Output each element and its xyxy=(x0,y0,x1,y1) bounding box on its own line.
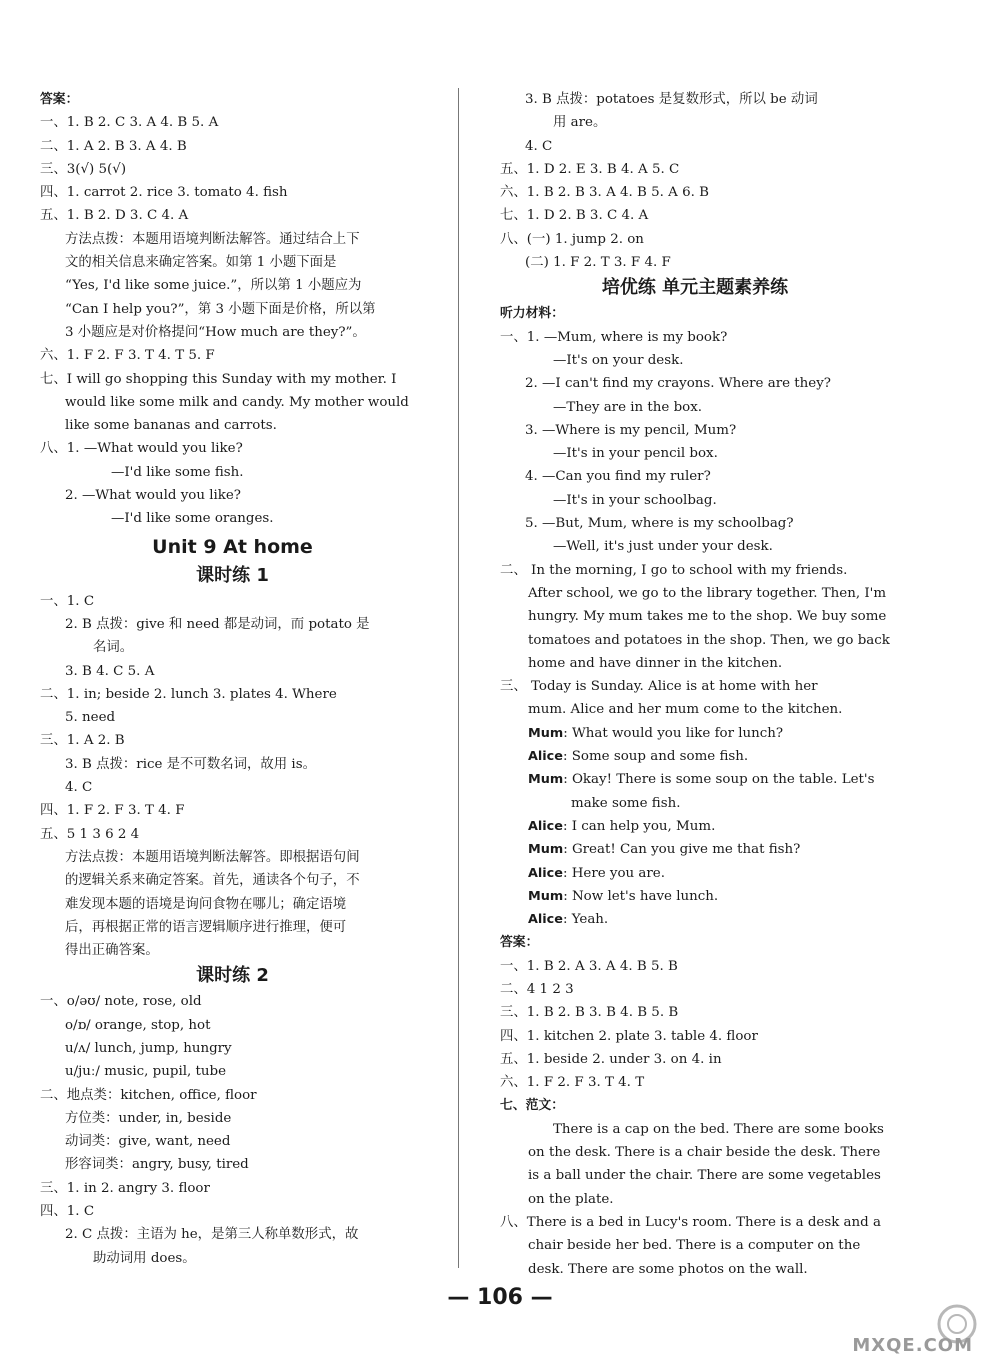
text-line: 六、1. F 2. F 3. T 4. T xyxy=(500,1075,645,1091)
text-line: 2. C 点拨：主语为 he，是第三人称单数形式，故 xyxy=(65,1227,359,1243)
text-line: 四、1. carrot 2. rice 3. tomato 4. fish xyxy=(40,185,288,201)
text-line: 3. —Where is my pencil, Mum? xyxy=(525,422,737,438)
speaker-name: Mum xyxy=(528,888,564,904)
text-line: 得出正确答案。 xyxy=(65,943,159,959)
speaker-name: Mum xyxy=(528,725,564,741)
text-line: Mum: Great! Can you give me that fish? xyxy=(500,838,890,861)
text-line: 三、3(√) 5(√) xyxy=(40,161,127,177)
text-line: —Well, it's just under your desk. xyxy=(553,539,773,555)
text-line: 三、1. B 2. B 3. B 4. B 5. B xyxy=(500,1005,679,1021)
text-line: 3. B 点拨：potatoes 是复数形式，所以 be 动词 xyxy=(525,92,818,107)
text-line: 六、1. B 2. B 3. A 4. B 5. A 6. B xyxy=(500,185,709,201)
text-line: (二) 1. F 2. T 3. F 4. F xyxy=(525,255,671,271)
text-line: desk. There are some photos on the wall. xyxy=(528,1261,808,1277)
text-line: Mum: Now let's have lunch. xyxy=(500,885,890,908)
text-line: 一、1. C xyxy=(40,593,95,609)
text-line: 2. —I can't find my crayons. Where are they? xyxy=(525,376,831,392)
watermark-logo xyxy=(845,1300,985,1360)
text-line: 4. C xyxy=(65,780,93,796)
text-line: 三、 Today is Sunday. Alice is at home with her xyxy=(500,679,818,695)
text-line: u/juː/ music, pupil, tube xyxy=(65,1064,227,1080)
text-line: 方法点拨：本题用语境判断法解答。即根据语句间 xyxy=(65,849,360,865)
text-line: 二、1. in; beside 2. lunch 3. plates 4. Where xyxy=(40,686,337,702)
text-line: 3. B 点拨：rice 是不可数名词，故用 is。 xyxy=(65,756,316,772)
text-line: 五、5 1 3 6 2 4 xyxy=(40,826,140,842)
section-heading: 培优练 单元主题素养练 xyxy=(601,277,789,299)
text-line: Alice: Yeah. xyxy=(500,908,890,931)
text-line: 3. B 4. C 5. A xyxy=(65,663,155,679)
text-line: 一、o/əʊ/ note, rose, old xyxy=(40,994,202,1010)
text-line: 方位类：under, in, beside xyxy=(65,1110,232,1126)
text-line: “Can I help you?”，第 3 小题下面是价格，所以第 xyxy=(65,301,376,317)
unit-title: Unit 9 At home xyxy=(152,535,313,558)
text-line: 三、1. A 2. B xyxy=(40,733,125,749)
text-line: “Yes, I'd like some juice.”，所以第 1 小题应为 xyxy=(65,278,362,294)
text-line: 难发现本题的语境是询问食物在哪儿；确定语境 xyxy=(65,896,347,912)
text-line: 五、1. D 2. E 3. B 4. A 5. C xyxy=(500,161,680,177)
speaker-name: Mum xyxy=(528,842,564,858)
text-line: 一、1. B 2. C 3. A 4. B 5. A xyxy=(40,115,219,131)
text-line: 八、1. —What would you like? xyxy=(40,441,243,457)
text-line: on the plate. xyxy=(528,1191,614,1207)
text-line: 五、1. B 2. D 3. C 4. A xyxy=(40,208,189,224)
text-line: Alice: I can help you, Mum. xyxy=(500,815,890,838)
text-line: 听力材料： xyxy=(500,306,564,322)
text-line: 七、I will go shopping this Sunday with my mother. I xyxy=(40,371,397,387)
text-line: mum. Alice and her mum come to the kitchen. xyxy=(528,702,843,718)
column-divider xyxy=(458,88,459,1268)
text-line: 4. C xyxy=(525,138,553,154)
page-number: — 106 — xyxy=(447,1285,553,1310)
text-line: chair beside her bed. There is a computer on the xyxy=(528,1238,861,1254)
text-line: 二、1. A 2. B 3. A 4. B xyxy=(40,138,187,154)
text-line: tomatoes and potatoes in the shop. Then, we go back xyxy=(528,632,890,648)
text-line: 助动词用 does。 xyxy=(93,1250,196,1266)
right-column xyxy=(500,88,890,1281)
text-line: 文的相关信息来确定答案。如第 1 小题下面是 xyxy=(65,255,337,271)
text-line: 七、范文： xyxy=(500,1098,564,1114)
text-line: on the desk. There is a chair beside the desk. There xyxy=(528,1145,881,1161)
text-line: 动词类：give, want, need xyxy=(65,1134,231,1150)
left-column xyxy=(40,88,425,1270)
text-line: hungry. My mum takes me to the shop. We buy some xyxy=(528,609,887,625)
text-line: Alice: Some soup and some fish. xyxy=(500,745,890,768)
text-line: o/ɒ/ orange, stop, hot xyxy=(65,1017,211,1033)
text-line: 用 are。 xyxy=(553,115,607,131)
text-line: 五、1. beside 2. under 3. on 4. in xyxy=(500,1051,722,1067)
section-heading: 课时练 2 xyxy=(196,965,269,987)
text-line: home and have dinner in the kitchen. xyxy=(528,655,783,671)
text-line: —It's in your pencil box. xyxy=(553,446,718,462)
text-line: 四、1. C xyxy=(40,1204,95,1220)
text-line: Mum: Okay! There is some soup on the table. Let's xyxy=(500,768,890,791)
text-line: —It's in your schoolbag. xyxy=(553,492,717,508)
text-line: 七、1. D 2. B 3. C 4. A xyxy=(500,208,649,224)
text-line: 名词。 xyxy=(93,640,134,656)
text-line: is a ball under the chair. There are some vegetables xyxy=(528,1168,881,1184)
speaker-name: Alice xyxy=(528,749,563,765)
section-heading: 课时练 1 xyxy=(196,564,269,586)
text-line: 一、1. B 2. A 3. A 4. B 5. B xyxy=(500,958,678,974)
text-line: 3 小题应是对价格提问“How much are they?”。 xyxy=(65,324,366,340)
text-line: —It's on your desk. xyxy=(553,352,684,368)
text-line: 2. —What would you like? xyxy=(65,488,241,504)
text-line: 形容词类：angry, busy, tired xyxy=(65,1157,249,1173)
text-line: 四、1. F 2. F 3. T 4. F xyxy=(40,803,185,819)
text-line: Mum: What would you like for lunch? xyxy=(500,722,890,745)
text-line: 的逻辑关系来确定答案。首先，通读各个句子，不 xyxy=(65,873,360,889)
speaker-name: Alice xyxy=(528,912,563,928)
text-line: 2. B 点拨：give 和 need 都是动词，而 potato 是 xyxy=(65,616,370,632)
text-line: u/ʌ/ lunch, jump, hungry xyxy=(65,1040,232,1056)
text-line: 答案： xyxy=(40,92,79,107)
text-line: make some fish. xyxy=(571,795,681,811)
text-line: 5. —But, Mum, where is my schoolbag? xyxy=(525,516,794,532)
text-line: 方法点拨：本题用语境判断法解答。通过结合上下 xyxy=(65,231,360,247)
text-line: 八、(一) 1. jump 2. on xyxy=(500,231,644,247)
text-line: Alice: Here you are. xyxy=(500,862,890,885)
text-line: 4. —Can you find my ruler? xyxy=(525,469,711,485)
speaker-name: Mum xyxy=(528,772,564,788)
text-line: 二、地点类：kitchen, office, floor xyxy=(40,1087,257,1103)
text-line: 后，再根据正常的语言逻辑顺序进行推理，便可 xyxy=(65,919,347,935)
text-line: —I'd like some oranges. xyxy=(111,511,274,527)
text-line: 二、4 1 2 3 xyxy=(500,981,574,997)
text-line: 八、There is a bed in Lucy's room. There is a desk and a xyxy=(500,1214,881,1230)
text-line: 四、1. kitchen 2. plate 3. table 4. floor xyxy=(500,1028,758,1044)
watermark-text: MXQE.COM xyxy=(852,1335,973,1356)
text-line: After school, we go to the library together. Then, I'm xyxy=(528,585,887,601)
text-line: like some bananas and carrots. xyxy=(65,418,277,434)
text-line: There is a cap on the bed. There are some books xyxy=(553,1121,884,1137)
speaker-name: Alice xyxy=(528,818,563,834)
text-line: 一、1. —Mum, where is my book? xyxy=(500,329,728,345)
speaker-name: Alice xyxy=(528,865,563,881)
text-line: 答案： xyxy=(500,935,539,951)
text-line: —They are in the box. xyxy=(553,399,703,415)
text-line: would like some milk and candy. My mother would xyxy=(65,394,409,410)
text-line: —I'd like some fish. xyxy=(111,464,244,480)
text-line: 六、1. F 2. F 3. T 4. T 5. F xyxy=(40,348,215,364)
text-line: 5. need xyxy=(65,710,116,726)
text-line: 三、1. in 2. angry 3. floor xyxy=(40,1180,210,1196)
text-line: 二、 In the morning, I go to school with my friends. xyxy=(500,562,848,578)
